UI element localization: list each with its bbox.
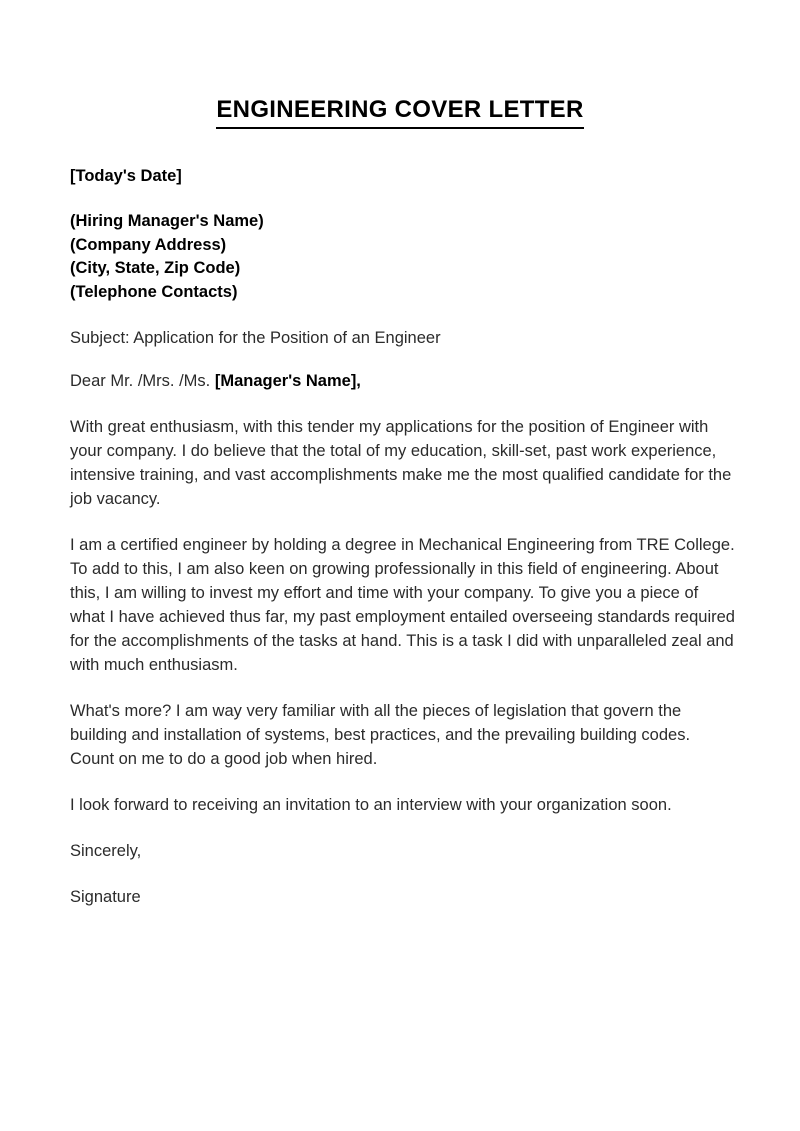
letter-body [70,164,736,909]
recipient-line-telephone: (Telephone Contacts) [70,282,238,301]
subject-line: Subject: Application for the Position of an Engineer [70,329,441,347]
body-paragraph-4: I look forward to receiving an invitation to an interview with your organization soon. [70,796,672,814]
body-paragraph-3: What's more? I am way very familiar with all the pieces of legislation that govern the building and installation of systems, best practices, and the prevailing building codes. Count on me to do a good job when hired. [70,702,691,768]
signature-line: Signature [70,888,141,906]
recipient-line-manager-name: (Hiring Manager's Name) [70,212,264,230]
salutation-manager-name-placeholder: [Manager's Name], [214,372,361,390]
date-placeholder: [Today's Date] [70,167,182,185]
page-title-text: ENGINEERING COVER LETTER [216,96,583,129]
recipient-line-company-address: (Company Address) [70,235,227,254]
body-paragraph-1: With great enthusiasm, with this tender my applications for the position of Engineer with your company. I do believe that the total of my education, skill-set, past work experience, intensive training, and vast accomplishments make me the most qualified candidate for the job vacancy. [70,418,732,508]
recipient-address-block [70,210,736,304]
page-title [0,96,800,129]
recipient-line-city-state-zip: (City, State, Zip Code) [70,259,241,277]
closing-line: Sincerely, [70,842,142,860]
salutation-line [70,369,736,393]
body-paragraph-2: I am a certified engineer by holding a degree in Mechanical Engineering from TRE College. To add to this, I am also keen on growing professionally in this field of engineering. About this, I am willing to invest my effort and time with your company. To give you a piece of what I have achieved thus far, my past employment entailed overseeing standards required for the accomplishments of the tasks at hand. This is a task I did with unparalleled zeal and with much enthusiasm. [70,536,735,674]
salutation-prefix: Dear Mr. /Mrs. /Ms. [70,372,215,390]
